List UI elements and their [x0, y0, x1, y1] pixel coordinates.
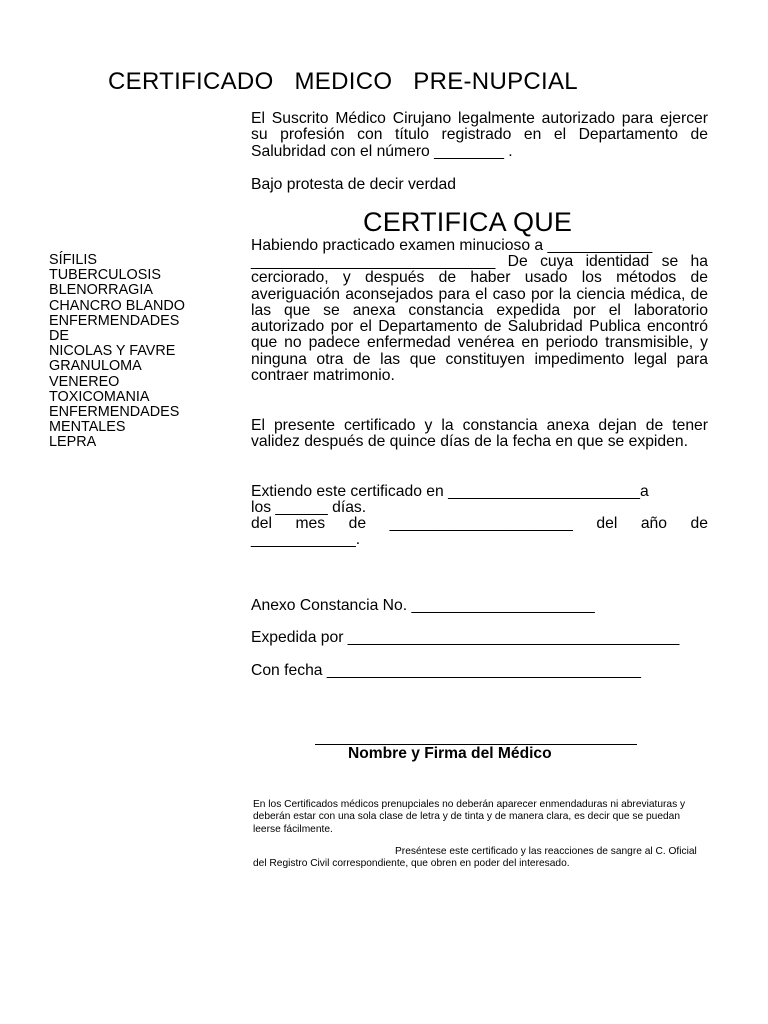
intro-paragraph: El Suscrito Médico Cirujano legalmente autorizado para ejercer su profesión con título registrado en el Departamento de Salubridad con el número ________ .	[251, 110, 708, 160]
issue-year-line: ____________.	[251, 531, 361, 548]
disease-list	[49, 253, 185, 451]
note-second: Preséntese este certificado y las reacciones de sangre al C. Oficial del Registro Civil correspondiente, que obren en poder del interesado.	[253, 846, 697, 870]
disease-item: TUBERCULOSIS	[49, 267, 161, 284]
annex-constancia-line: Anexo Constancia No. _____________________	[251, 597, 595, 614]
disease-item: VENEREO	[49, 373, 120, 390]
certification-paragraph: ____________________________ De cuya identidad se ha cerciorado, y después de haber usado los métodos de averiguación aconsejados para el caso por la ciencia médica, de las que se anexa constancia expedida por el laboratorio autorizado por el Departamento de Salubridad Publica encontró que no padece enfermedad venérea en periodo transmisible, y ninguna otra de las que constituyen impedimento legal para contraer matrimonio.	[251, 253, 708, 385]
annex-fecha-line: Con fecha ____________________________________	[251, 662, 641, 679]
disease-item: NICOLAS Y FAVRE	[49, 343, 176, 360]
disease-item: BLENORRAGIA	[49, 282, 153, 299]
disease-item: SÍFILIS	[49, 252, 97, 268]
signature-label: Nombre y Firma del Médico	[348, 745, 552, 762]
issue-place-line: Extiendo este certificado en ______________________a	[251, 483, 649, 500]
certifica-heading: CERTIFICA QUE	[363, 207, 573, 237]
disease-item: LEPRA	[49, 434, 97, 451]
disease-item: DE	[49, 328, 69, 345]
disease-item: ENFERMENDADES	[49, 312, 180, 329]
issue-days-line: los ______ días.	[251, 499, 367, 516]
disease-item: ENFERMENDADES	[49, 404, 180, 421]
note-first: En los Certificados médicos prenupciales no deberán aparecer enmendaduras ni abreviaturas y deberán estar con una sola clase de letra y de tinta y de manera clara, es decir que se puedan leerse fácilmente.	[253, 799, 686, 835]
disease-item: TOXICOMANIA	[49, 388, 150, 405]
annex-expedida-line: Expedida por ______________________________________	[251, 629, 680, 646]
disease-item: CHANCRO BLANDO	[49, 297, 185, 314]
disease-item: GRANULOMA	[49, 358, 142, 375]
issue-month-line: del mes de _____________________ del año de	[251, 515, 708, 532]
disease-item: MENTALES	[49, 419, 126, 436]
page-title: CERTIFICADO MEDICO PRE-NUPCIAL	[108, 68, 578, 95]
exam-line: Habiendo practicado examen minucioso a ____________	[251, 237, 653, 254]
validity-paragraph: El presente certificado y la constancia anexa dejan de tener validez después de quince días de la fecha en que se expiden.	[251, 417, 708, 451]
protest-statement: Bajo protesta de decir verdad	[251, 176, 456, 193]
